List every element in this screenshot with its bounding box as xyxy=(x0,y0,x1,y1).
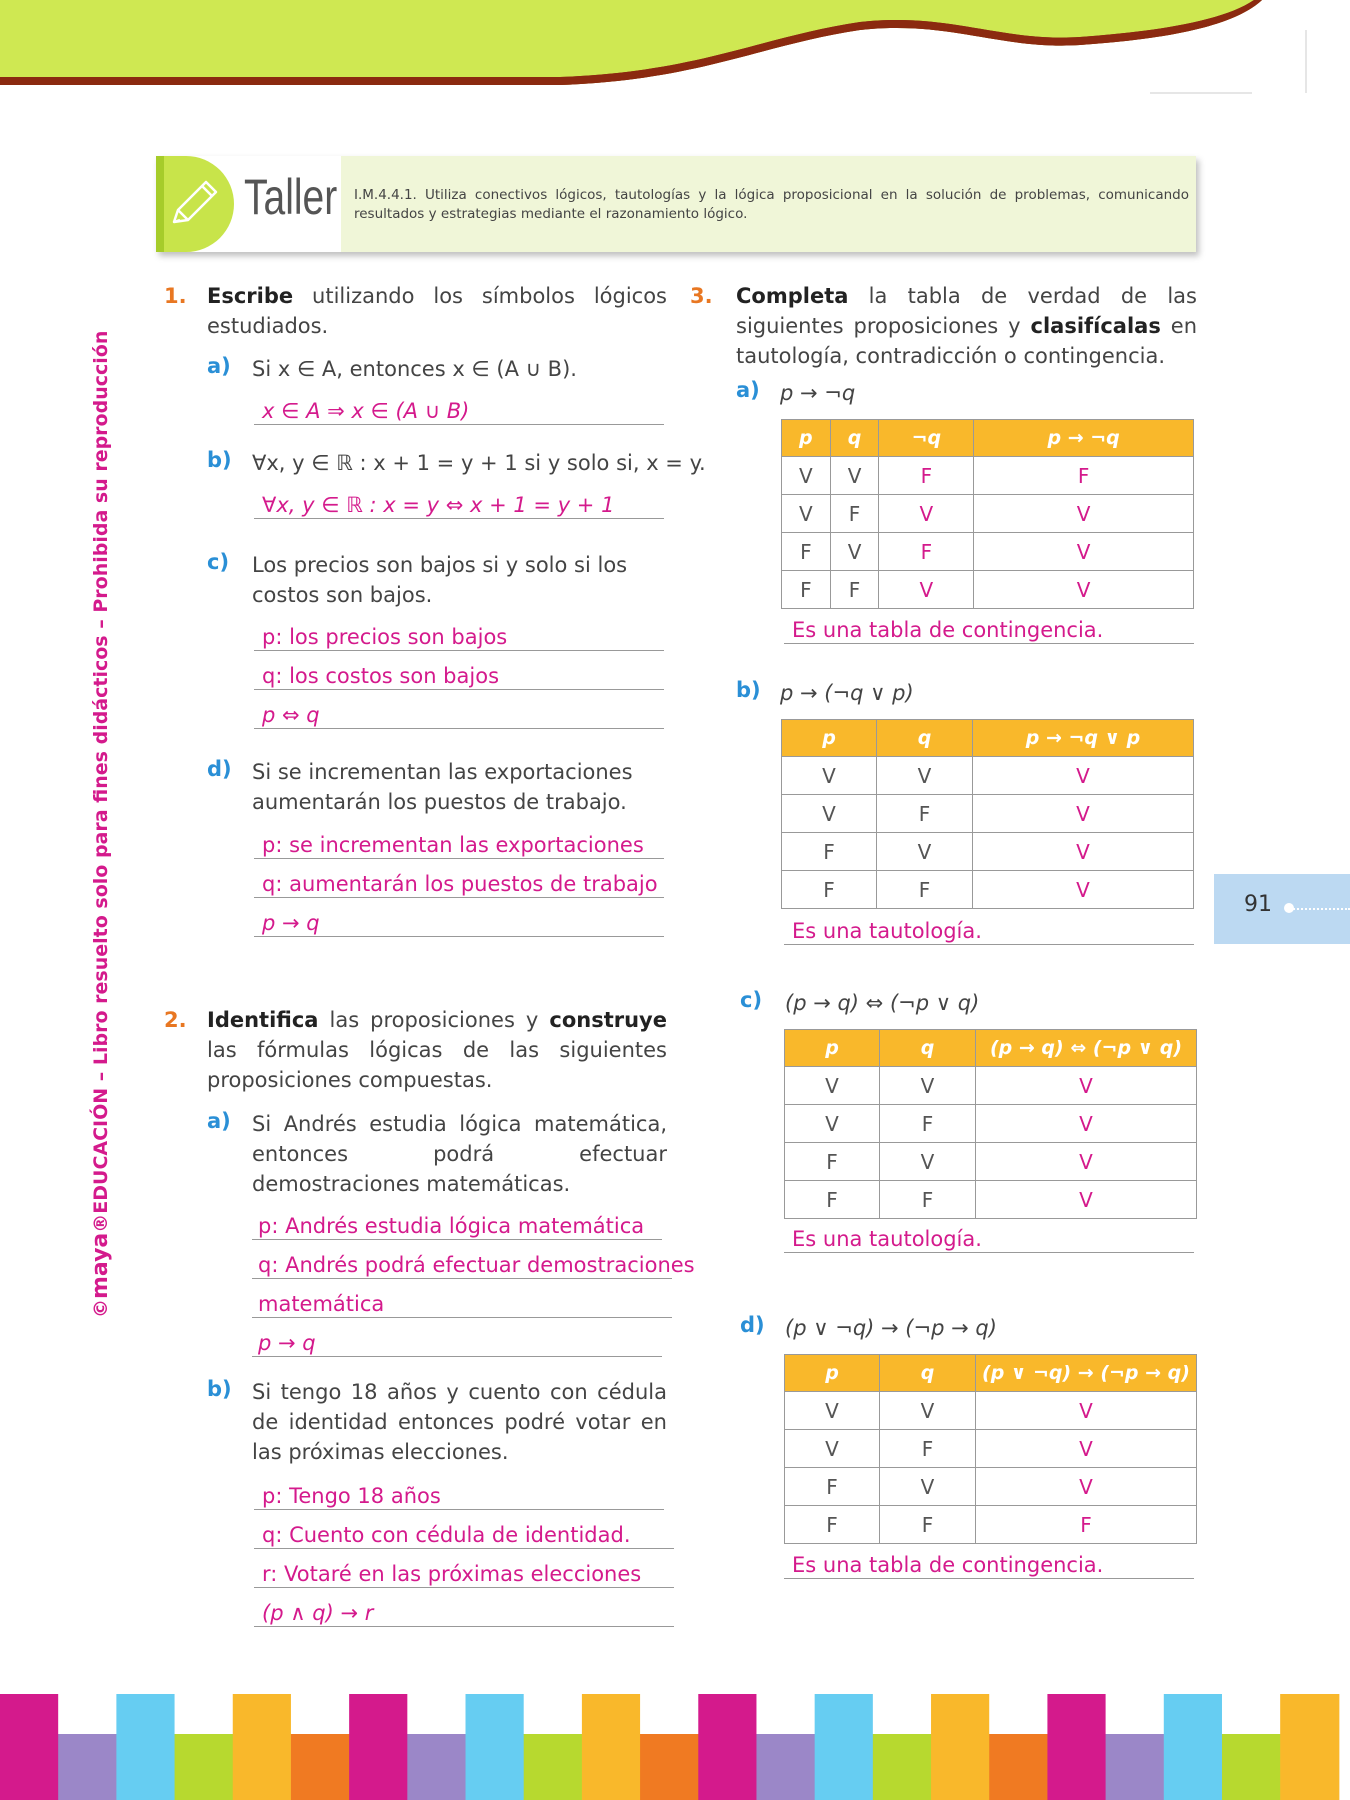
table-cell: F xyxy=(785,1143,880,1181)
band-stripe-top xyxy=(291,1694,350,1734)
table-row xyxy=(782,457,1194,495)
band-stripe-top xyxy=(0,1694,59,1734)
band-stripe-bottom xyxy=(1164,1734,1223,1800)
band-stripe-bottom xyxy=(1280,1734,1339,1800)
table-cell: F xyxy=(880,1181,976,1219)
table-cell: V xyxy=(973,833,1194,871)
table-cell: F xyxy=(782,533,831,571)
table-cell: V xyxy=(830,533,879,571)
q1d-answer-q: q: aumentarán los puestos de trabajo xyxy=(254,871,664,898)
band-stripe-top xyxy=(1222,1694,1281,1734)
band-stripe-top xyxy=(349,1694,408,1734)
table-cell: V xyxy=(785,1392,880,1430)
table-row xyxy=(782,833,1194,871)
q1-prompt: Escribe utilizando los símbolos lógicos estudiados. xyxy=(207,284,667,338)
band-stripe-top xyxy=(582,1694,641,1734)
q3d-expression: (p ∨ ¬q) → (¬p → q) xyxy=(785,1316,997,1340)
q3a-answer: Es una tabla de contingencia. xyxy=(784,617,1194,644)
q1c-answer-p: p: los precios son bajos xyxy=(254,624,664,651)
table-cell: V xyxy=(877,833,973,871)
q2b-label: b) xyxy=(207,1377,232,1401)
q1b-text: ∀x, y ∈ ℝ : x + 1 = y + 1 si y solo si, x = y. xyxy=(252,451,706,475)
table-row xyxy=(782,757,1194,795)
table-cell: V xyxy=(877,757,973,795)
header-cell: p xyxy=(785,1030,880,1067)
table-cell: V xyxy=(782,457,831,495)
taller-title: Taller xyxy=(244,169,338,225)
q1c-answer-q: q: los costos son bajos xyxy=(254,663,664,690)
band-stripe-bottom xyxy=(466,1734,525,1800)
table-cell: V xyxy=(973,871,1194,909)
top-wave-band xyxy=(0,0,1350,110)
q3d-truth-table xyxy=(784,1354,1197,1544)
q2a-answer-q-cont: matemática xyxy=(252,1291,672,1318)
band-stripe-top xyxy=(175,1694,234,1734)
table-cell: V xyxy=(782,795,877,833)
brand-logo: maya xyxy=(88,1232,113,1299)
table-cell: F xyxy=(880,1105,976,1143)
table-row xyxy=(782,571,1194,609)
q3a-label: a) xyxy=(736,378,760,402)
table-cell: F xyxy=(830,495,879,533)
q2b-answer-r: r: Votaré en las próximas elecciones xyxy=(254,1561,674,1588)
q2b-answer-p: p: Tengo 18 años xyxy=(254,1483,664,1510)
q3a-truth-table xyxy=(781,419,1194,609)
table-row xyxy=(785,1430,1197,1468)
table-cell: F xyxy=(830,571,879,609)
band-stripe-bottom xyxy=(1047,1734,1106,1800)
table-cell: F xyxy=(976,1506,1197,1544)
table-cell: V xyxy=(782,757,877,795)
table-row xyxy=(782,871,1194,909)
band-stripe-bottom xyxy=(524,1734,583,1800)
band-stripe-bottom xyxy=(873,1734,932,1800)
band-stripe-bottom xyxy=(582,1734,641,1800)
q3b-expression: p → (¬q ∨ p) xyxy=(780,681,914,705)
header-cell: ¬q xyxy=(879,420,974,457)
taller-description: I.M.4.4.1. Utiliza conectivos lógicos, tautologías y la lógica proposicional en la solución de problemas, comunicando resultados y estrategias mediante el razonamiento lógico. xyxy=(354,187,1189,222)
table-row xyxy=(782,533,1194,571)
q2a-answer-q: q: Andrés podrá efectuar demostraciones xyxy=(252,1252,672,1279)
band-stripe-top xyxy=(233,1694,292,1734)
band-stripe-bottom xyxy=(698,1734,757,1800)
registered-mark: ® xyxy=(90,1213,112,1233)
header-cell: p → ¬q ∨ p xyxy=(973,720,1194,757)
q1a-text: Si x ∈ A, entonces x ∈ (A ∪ B). xyxy=(252,357,577,381)
header-cell: p xyxy=(782,420,831,457)
band-stripe-top xyxy=(524,1694,583,1734)
table-cell: V xyxy=(879,495,974,533)
band-stripe-bottom xyxy=(756,1734,815,1800)
table-cell: V xyxy=(880,1392,976,1430)
table-row xyxy=(785,1468,1197,1506)
q3c-label: c) xyxy=(740,988,763,1012)
band-stripe-top xyxy=(407,1694,466,1734)
q3a-expression: p → ¬q xyxy=(780,381,856,405)
band-stripe-bottom xyxy=(640,1734,699,1800)
band-stripe-bottom xyxy=(989,1734,1048,1800)
table-cell: V xyxy=(785,1105,880,1143)
table-row xyxy=(785,1105,1197,1143)
taller-header xyxy=(156,156,1196,252)
band-stripe-top xyxy=(58,1694,117,1734)
table-row xyxy=(782,720,1194,757)
band-stripe-bottom xyxy=(815,1734,874,1800)
q3-prompt: Completa la tabla de verdad de las siguientes proposiciones y clasifícalas en tautología, contradicción o contingencia. xyxy=(736,284,1198,368)
table-cell: V xyxy=(976,1430,1197,1468)
header-cell: p xyxy=(782,720,877,757)
q1a-answer: x ∈ A ⇒ x ∈ (A ∪ B) xyxy=(254,398,664,425)
table-cell: F xyxy=(877,871,973,909)
q1-verb: Escribe xyxy=(207,284,294,308)
table-cell: V xyxy=(974,495,1194,533)
table-row xyxy=(782,420,1194,457)
q3d-answer: Es una tabla de contingencia. xyxy=(784,1552,1194,1579)
table-cell: F xyxy=(877,795,973,833)
header-cell: q xyxy=(880,1030,976,1067)
table-cell: V xyxy=(976,1143,1197,1181)
band-stripe-bottom xyxy=(349,1734,408,1800)
q1-number: 1. xyxy=(164,284,187,308)
table-cell: V xyxy=(785,1067,880,1105)
q3d-label: d) xyxy=(740,1313,765,1337)
table-cell: F xyxy=(974,457,1194,495)
band-stripe-top xyxy=(116,1694,175,1734)
table-cell: V xyxy=(880,1468,976,1506)
table-cell: F xyxy=(785,1181,880,1219)
q3-number: 3. xyxy=(690,284,713,308)
band-stripe-bottom xyxy=(58,1734,117,1800)
q3c-expression: (p → q) ⇔ (¬p ∨ q) xyxy=(785,991,980,1015)
side-text-body: EDUCACIÓN – Libro resuelto solo para fines didácticos – Prohibida su reproducción xyxy=(90,330,112,1214)
q1d-text: Si se incrementan las exportaciones aumentarán los puestos de trabajo. xyxy=(252,760,633,814)
table-row xyxy=(785,1506,1197,1544)
table-cell: F xyxy=(782,871,877,909)
q3b-answer: Es una tautología. xyxy=(784,918,1194,945)
q1d-answer-p: p: se incrementan las exportaciones xyxy=(254,832,664,859)
table-cell: V xyxy=(782,495,831,533)
page-number: 91 xyxy=(1244,892,1272,917)
table-row xyxy=(785,1067,1197,1105)
table-row xyxy=(785,1392,1197,1430)
q1a-label: a) xyxy=(207,354,231,378)
band-stripe-top xyxy=(640,1694,699,1734)
q2-prompt: Identifica las proposiciones y construye las fórmulas lógicas de las siguientes proposiciones compuestas. xyxy=(207,1008,667,1092)
q2a-answer-formula: p → q xyxy=(252,1330,662,1357)
dotted-line xyxy=(1290,908,1350,910)
band-stripe-top xyxy=(873,1694,932,1734)
q2b-text: Si tengo 18 años y cuento con cédula de identidad entonces podré votar en las próximas elecciones. xyxy=(252,1380,667,1464)
table-row xyxy=(782,795,1194,833)
header-cell: p → ¬q xyxy=(974,420,1194,457)
band-stripe-bottom xyxy=(116,1734,175,1800)
band-stripe-top xyxy=(815,1694,874,1734)
band-stripe-top xyxy=(756,1694,815,1734)
band-stripe-bottom xyxy=(291,1734,350,1800)
page-number-tab xyxy=(1214,874,1350,944)
table-cell: F xyxy=(879,457,974,495)
table-cell: F xyxy=(879,533,974,571)
table-cell: V xyxy=(976,1181,1197,1219)
table-row xyxy=(785,1143,1197,1181)
table-row xyxy=(785,1030,1197,1067)
band-stripe-top xyxy=(698,1694,757,1734)
band-stripe-top xyxy=(1280,1694,1339,1734)
header-cell: (p → q) ⇔ (¬p ∨ q) xyxy=(976,1030,1197,1067)
taller-green-bar xyxy=(156,156,164,252)
q3c-answer: Es una tautología. xyxy=(784,1226,1194,1253)
table-cell: F xyxy=(785,1506,880,1544)
table-cell: F xyxy=(782,833,877,871)
q1c-text: Los precios son bajos si y solo si los costos son bajos. xyxy=(252,553,628,607)
pencil-icon xyxy=(164,174,224,234)
header-cell: q xyxy=(880,1355,976,1392)
table-cell: V xyxy=(830,457,879,495)
q1b-label: b) xyxy=(207,448,232,472)
band-stripe-top xyxy=(1106,1694,1165,1734)
table-cell: V xyxy=(973,757,1194,795)
band-stripe-bottom xyxy=(0,1734,59,1800)
band-stripe-bottom xyxy=(175,1734,234,1800)
table-cell: V xyxy=(976,1067,1197,1105)
q1c-answer-formula: p ⇔ q xyxy=(254,702,664,729)
q1c-label: c) xyxy=(207,550,230,574)
band-stripe-top xyxy=(931,1694,990,1734)
table-cell: V xyxy=(973,795,1194,833)
q1d-answer-formula: p → q xyxy=(254,910,664,937)
band-stripe-bottom xyxy=(407,1734,466,1800)
table-cell: V xyxy=(976,1105,1197,1143)
header-cell: p xyxy=(785,1355,880,1392)
band-stripe-top xyxy=(1164,1694,1223,1734)
table-cell: V xyxy=(880,1067,976,1105)
band-stripe-bottom xyxy=(931,1734,990,1800)
table-cell: V xyxy=(880,1143,976,1181)
q2b-answer-formula: (p ∧ q) → r xyxy=(254,1600,674,1627)
table-cell: F xyxy=(880,1506,976,1544)
table-cell: V xyxy=(976,1392,1197,1430)
copyright-side-text xyxy=(88,330,116,1318)
q2a-text: Si Andrés estudia lógica matemática, entonces podrá efectuar demostraciones matemáticas. xyxy=(252,1112,667,1196)
table-cell: V xyxy=(974,533,1194,571)
q2-number: 2. xyxy=(164,1008,187,1032)
bottom-color-band xyxy=(0,1694,1350,1800)
q3b-truth-table xyxy=(781,719,1194,909)
table-row xyxy=(785,1181,1197,1219)
table-cell: F xyxy=(785,1468,880,1506)
table-row xyxy=(785,1355,1197,1392)
table-row xyxy=(782,495,1194,533)
band-stripe-top xyxy=(466,1694,525,1734)
band-stripe-bottom xyxy=(1106,1734,1165,1800)
band-stripe-top xyxy=(989,1694,1048,1734)
taller-head xyxy=(156,156,341,252)
q2a-answer-p: p: Andrés estudia lógica matemática xyxy=(252,1213,662,1240)
table-cell: V xyxy=(974,571,1194,609)
header-cell: (p ∨ ¬q) → (¬p → q) xyxy=(976,1355,1197,1392)
table-cell: V xyxy=(785,1430,880,1468)
table-cell: F xyxy=(880,1430,976,1468)
header-cell: q xyxy=(877,720,973,757)
q2b-answer-q: q: Cuento con cédula de identidad. xyxy=(254,1522,674,1549)
q2a-label: a) xyxy=(207,1109,231,1133)
table-cell: V xyxy=(879,571,974,609)
table-cell: F xyxy=(782,571,831,609)
header-cell: q xyxy=(830,420,879,457)
band-stripe-bottom xyxy=(1222,1734,1281,1800)
q1b-answer: ∀x, y ∈ ℝ : x = y ⇔ x + 1 = y + 1 xyxy=(254,492,664,519)
band-stripe-top xyxy=(1047,1694,1106,1734)
q3b-label: b) xyxy=(736,678,761,702)
band-stripe-bottom xyxy=(233,1734,292,1800)
copyright-symbol: © xyxy=(90,1299,112,1318)
q1d-label: d) xyxy=(207,757,232,781)
q3c-truth-table xyxy=(784,1029,1197,1219)
table-cell: V xyxy=(976,1468,1197,1506)
